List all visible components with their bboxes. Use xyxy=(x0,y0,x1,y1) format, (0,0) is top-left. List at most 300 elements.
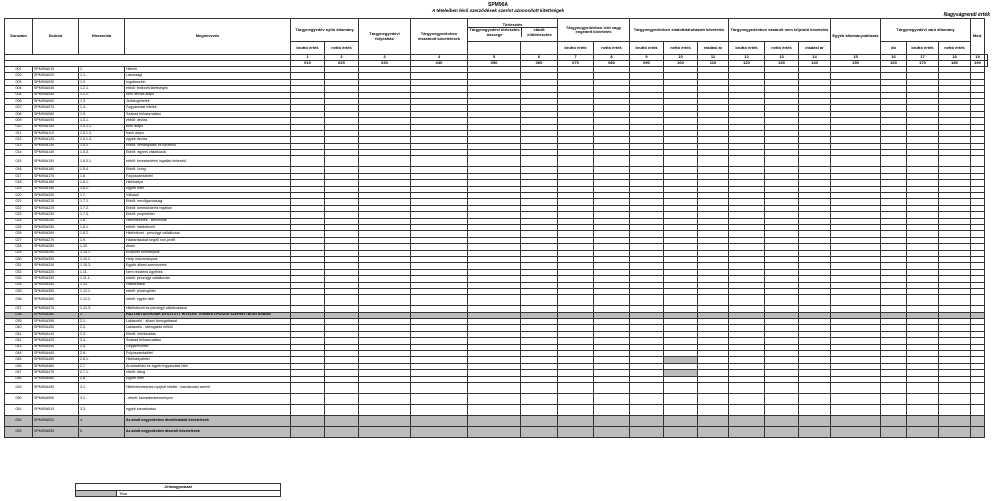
row-code: SPM90A290 xyxy=(33,250,79,256)
data-cell[interactable] xyxy=(325,404,359,415)
data-cell[interactable] xyxy=(630,156,664,167)
row-code: SPM90A160 xyxy=(33,167,79,173)
col-number: 11 xyxy=(698,55,729,61)
data-cell[interactable] xyxy=(359,393,411,404)
row-serial: 017 xyxy=(5,173,33,179)
col-code-number: 050 xyxy=(468,61,521,67)
row-serial: 020 xyxy=(5,193,33,199)
data-cell[interactable] xyxy=(291,426,325,437)
row-name: Hitelintézetek - Besorolás xyxy=(125,218,291,224)
table-row xyxy=(5,404,988,415)
data-cell[interactable] xyxy=(359,426,411,437)
data-cell[interactable] xyxy=(359,382,411,393)
row-hierarchy: 1.10.1. xyxy=(79,250,125,256)
data-cell[interactable] xyxy=(765,382,799,393)
data-cell[interactable] xyxy=(664,295,698,306)
col-number: 3 xyxy=(359,55,411,61)
data-cell[interactable] xyxy=(468,415,521,426)
row-code: SPM90A480 xyxy=(33,376,79,382)
row-serial: 026 xyxy=(5,231,33,237)
row-name: Hitelintézet - pénzügyi vállalkozás xyxy=(125,231,291,237)
data-cell[interactable] xyxy=(291,295,325,306)
data-cell[interactable] xyxy=(468,404,521,415)
row-hierarchy: 1.8.1. xyxy=(79,224,125,230)
row-code: SPM90A270 xyxy=(33,237,79,243)
data-cell[interactable] xyxy=(359,156,411,167)
col-hierarchy: Hierarchia xyxy=(79,19,125,55)
row-name: Szabad felhasználású xyxy=(125,338,291,344)
row-name: ebből: lízing xyxy=(125,370,291,376)
data-cell[interactable] xyxy=(939,295,971,306)
data-cell[interactable] xyxy=(594,295,630,306)
row-serial: 048 xyxy=(5,376,33,382)
sub-net: nettó érték xyxy=(664,42,698,55)
row-hierarchy: 1.5.1.2. xyxy=(79,130,125,136)
row-hierarchy: 1.3. xyxy=(79,98,125,104)
row-name: Ebből: egyéni vállalkozók xyxy=(125,150,291,156)
col-number: 1 xyxy=(291,55,325,61)
data-cell[interactable] xyxy=(698,404,729,415)
data-cell[interactable] xyxy=(939,426,971,437)
data-cell[interactable] xyxy=(521,404,558,415)
row-hierarchy: 1.10.2. xyxy=(79,256,125,262)
data-cell[interactable] xyxy=(594,426,630,437)
data-cell[interactable] xyxy=(881,156,907,167)
data-cell[interactable] xyxy=(411,426,468,437)
row-serial: 033 xyxy=(5,276,33,282)
row-serial: 003 xyxy=(5,79,33,85)
data-cell[interactable] xyxy=(411,415,468,426)
row-hierarchy: 1.11. xyxy=(79,269,125,275)
data-cell[interactable] xyxy=(664,404,698,415)
col-number: 13 xyxy=(765,55,799,61)
data-cell[interactable] xyxy=(521,156,558,167)
data-cell[interactable] xyxy=(325,382,359,393)
col-number: 15 xyxy=(831,55,881,61)
row-hierarchy: 4. xyxy=(79,415,125,426)
sub-blank xyxy=(521,42,558,55)
data-cell[interactable] xyxy=(521,393,558,404)
data-cell[interactable] xyxy=(729,404,765,415)
row-hierarchy: 3.1. xyxy=(79,382,125,393)
data-cell[interactable] xyxy=(594,415,630,426)
data-cell[interactable] xyxy=(630,382,664,393)
col-g4b: ebből: előtörlesztés xyxy=(527,27,552,37)
row-serial: 038 xyxy=(5,312,33,318)
row-hierarchy: 2.6. xyxy=(79,351,125,357)
data-cell[interactable] xyxy=(831,156,881,167)
data-cell[interactable] xyxy=(698,382,729,393)
data-cell[interactable] xyxy=(971,426,985,437)
row-serial: 030 xyxy=(5,256,33,262)
legend xyxy=(75,483,281,497)
row-name: euró alapú xyxy=(125,124,291,130)
report-title: SPM90A xyxy=(487,2,508,8)
sub-gross: bruttó érték xyxy=(291,42,325,55)
row-name: Fogyasztási hitelek xyxy=(125,105,291,111)
data-cell[interactable] xyxy=(765,156,799,167)
col-number: 7 xyxy=(558,55,594,61)
data-cell[interactable] xyxy=(630,393,664,404)
row-hierarchy: 1.2.1. xyxy=(79,86,125,92)
row-name: ebből: hitelintézeti xyxy=(125,224,291,230)
col-number: 2 xyxy=(325,55,359,61)
data-cell[interactable] xyxy=(831,295,881,306)
data-cell[interactable] xyxy=(765,393,799,404)
row-name: Hitelintézeteknek nyújtott hitelek - kamatozási szerint xyxy=(125,382,291,393)
row-name: Gépjárműhitel xyxy=(125,344,291,350)
row-hierarchy: 1.1. xyxy=(79,73,125,79)
row-serial: 040 xyxy=(5,325,33,331)
data-cell[interactable] xyxy=(939,415,971,426)
data-cell[interactable] xyxy=(558,415,594,426)
col-g4-top: Törlesztés xyxy=(468,23,557,28)
data-cell[interactable] xyxy=(325,426,359,437)
row-code: SPM90A340 xyxy=(33,282,79,288)
data-cell[interactable] xyxy=(765,415,799,426)
col-mod-spacer xyxy=(985,61,988,67)
row-serial: 042 xyxy=(5,338,33,344)
row-serial: 019 xyxy=(5,186,33,192)
data-cell[interactable] xyxy=(971,156,985,167)
data-cell[interactable] xyxy=(359,415,411,426)
row-hierarchy: 1.7.2. xyxy=(79,205,125,211)
row-serial: 041 xyxy=(5,331,33,337)
data-cell[interactable] xyxy=(698,295,729,306)
data-cell[interactable] xyxy=(907,156,939,167)
legend-swatch xyxy=(76,490,117,497)
row-name: Lakáscélú - támogatás nélkül xyxy=(125,325,291,331)
data-cell[interactable] xyxy=(799,415,831,426)
row-hierarchy: 2.7.1. xyxy=(79,370,125,376)
data-cell[interactable] xyxy=(939,156,971,167)
data-cell[interactable] xyxy=(881,415,907,426)
row-code: SPM90A300 xyxy=(33,256,79,262)
table-row xyxy=(5,415,988,426)
legend-title: Jelmagyarázat xyxy=(76,484,281,491)
data-cell[interactable] xyxy=(325,156,359,167)
col-g7: Tárgynegyedévben vásárolt nem teljesítő követelés xyxy=(729,19,831,42)
data-cell[interactable] xyxy=(971,415,985,426)
row-code: SPM90A530 xyxy=(33,426,79,437)
data-cell[interactable] xyxy=(907,382,939,393)
row-serial: 036 xyxy=(5,295,33,306)
row-code: SPM90A120 xyxy=(33,137,79,143)
data-cell[interactable] xyxy=(558,404,594,415)
data-cell[interactable] xyxy=(558,295,594,306)
data-cell[interactable] xyxy=(939,382,971,393)
col-number: 4 xyxy=(411,55,468,61)
row-serial: 037 xyxy=(5,306,33,312)
row-serial: 015 xyxy=(5,156,33,167)
data-cell[interactable] xyxy=(881,295,907,306)
data-cell[interactable] xyxy=(799,382,831,393)
data-cell[interactable] xyxy=(630,295,664,306)
data-cell[interactable] xyxy=(468,393,521,404)
row-hierarchy: 1.5.4. xyxy=(79,167,125,173)
row-hierarchy: 1.12.3. xyxy=(79,306,125,312)
row-hierarchy: 1.7.1. xyxy=(79,199,125,205)
unit-label: Nagyságrendi érték xyxy=(943,12,990,18)
col-code-number: 170 xyxy=(907,61,939,67)
data-cell[interactable] xyxy=(325,393,359,404)
sub-sale: eladási ár xyxy=(698,42,729,55)
data-cell[interactable] xyxy=(831,393,881,404)
row-name: Az adott negyedévben átsorolt követelések xyxy=(125,426,291,437)
row-hierarchy: 1.10. xyxy=(79,244,125,250)
data-cell[interactable] xyxy=(630,415,664,426)
table-row xyxy=(5,156,988,167)
row-name: Helyi önkormányzat xyxy=(125,256,291,262)
row-name: Hitelek xyxy=(125,67,291,73)
row-hierarchy: 1.12.1. xyxy=(79,288,125,294)
row-serial: 044 xyxy=(5,351,33,357)
data-cell[interactable] xyxy=(411,382,468,393)
row-name: Egyéb hitel xyxy=(125,376,291,382)
sub-gross: bruttó érték xyxy=(729,42,765,55)
row-hierarchy: 1.8.2. xyxy=(79,231,125,237)
data-cell[interactable] xyxy=(799,393,831,404)
data-cell[interactable] xyxy=(831,382,881,393)
row-name: Áruvásárlási és egyéb fogyasztási hitel xyxy=(125,363,291,369)
data-cell[interactable] xyxy=(630,404,664,415)
data-cell[interactable] xyxy=(359,295,411,306)
data-cell[interactable] xyxy=(971,404,985,415)
data-cell[interactable] xyxy=(729,295,765,306)
row-hierarchy: 2.6.1. xyxy=(79,357,125,363)
table-row xyxy=(5,382,988,393)
data-cell[interactable] xyxy=(881,393,907,404)
data-cell[interactable] xyxy=(325,415,359,426)
row-name: Háztartások xyxy=(125,282,291,288)
data-cell[interactable] xyxy=(594,382,630,393)
data-cell[interactable] xyxy=(411,404,468,415)
data-cell[interactable] xyxy=(799,404,831,415)
data-cell[interactable] xyxy=(971,393,985,404)
data-cell[interactable] xyxy=(907,295,939,306)
data-cell[interactable] xyxy=(881,404,907,415)
row-name: Lakossági xyxy=(125,73,291,79)
data-cell[interactable] xyxy=(765,426,799,437)
data-cell[interactable] xyxy=(594,393,630,404)
row-serial: 007 xyxy=(5,105,33,111)
row-name: Vállalati xyxy=(125,193,291,199)
row-hierarchy: 1.11.1. xyxy=(79,276,125,282)
row-name: egyéb deviza xyxy=(125,137,291,143)
row-hierarchy: 2.8. xyxy=(79,376,125,382)
row-name: Hitelintézeti és pénzügyi vállalkozások xyxy=(125,306,291,312)
row-code: SPM90A050 xyxy=(33,92,79,98)
row-serial: 016 xyxy=(5,167,33,173)
data-cell[interactable] xyxy=(521,382,558,393)
data-cell[interactable] xyxy=(558,393,594,404)
table-row xyxy=(5,295,988,306)
row-serial: 046 xyxy=(5,363,33,369)
data-cell[interactable] xyxy=(291,393,325,404)
data-cell[interactable] xyxy=(359,404,411,415)
row-hierarchy: 1.7. xyxy=(79,193,125,199)
row-code: SPM90A400 xyxy=(33,325,79,331)
row-serial: 027 xyxy=(5,237,33,243)
row-code: SPM90A220 xyxy=(33,205,79,211)
row-name: ebből: deviza xyxy=(125,118,291,124)
col-name: Megnevezés xyxy=(125,19,291,55)
row-serial: 012 xyxy=(5,137,33,143)
col-code-number: 120 xyxy=(729,61,765,67)
row-name: Jelzáloghitelek xyxy=(125,98,291,104)
row-code: SPM90A390 xyxy=(33,319,79,325)
col-number: 5 xyxy=(468,55,521,61)
row-code: SPM90A110 xyxy=(33,130,79,136)
data-cell[interactable] xyxy=(698,156,729,167)
col-number: 18 xyxy=(939,55,971,61)
data-cell[interactable] xyxy=(881,426,907,437)
row-code: SPM90A230 xyxy=(33,212,79,218)
data-cell[interactable] xyxy=(907,404,939,415)
data-cell[interactable] xyxy=(729,393,765,404)
row-serial: 029 xyxy=(5,250,33,256)
row-name: Egyéb állami szervezetek xyxy=(125,263,291,269)
row-name: Szabad felhasználású xyxy=(125,111,291,117)
row-name: Állam xyxy=(125,244,291,250)
sub-net: nettó érték xyxy=(325,42,359,55)
data-cell[interactable] xyxy=(468,426,521,437)
row-name: Ebből: vendéglátás és turizmus xyxy=(125,143,291,149)
table-row xyxy=(5,393,988,404)
data-cell[interactable] xyxy=(411,295,468,306)
sub-blank xyxy=(468,42,521,55)
data-cell[interactable] xyxy=(831,415,881,426)
data-cell[interactable] xyxy=(664,393,698,404)
data-cell[interactable] xyxy=(831,404,881,415)
data-cell[interactable] xyxy=(729,382,765,393)
data-cell[interactable] xyxy=(907,415,939,426)
row-serial: 011 xyxy=(5,130,33,136)
row-code: SPM90A070 xyxy=(33,105,79,111)
data-cell[interactable] xyxy=(521,426,558,437)
data-cell[interactable] xyxy=(664,426,698,437)
row-code: SPM90A010 xyxy=(33,67,79,73)
row-hierarchy: 2.2. xyxy=(79,325,125,331)
row-hierarchy: 1. xyxy=(79,67,125,73)
data-cell[interactable] xyxy=(729,156,765,167)
col-g6: Tárgynegyedévben eladott/átruházott követelés xyxy=(630,19,729,42)
row-name: egyéb kamatozású xyxy=(125,404,291,415)
col-code-number: 190 xyxy=(971,61,985,67)
row-serial: 002 xyxy=(5,73,33,79)
row-code: SPM90A080 xyxy=(33,111,79,117)
col-g10: Mód. xyxy=(971,19,985,55)
row-name: Ebből: projekthitel xyxy=(125,212,291,218)
data-cell[interactable] xyxy=(799,426,831,437)
sub-sale: eladási ár xyxy=(799,42,831,55)
data-cell[interactable] xyxy=(698,415,729,426)
row-name: HÁZTARTÁSOKNAK NYÚJTOTT HITELEK TERMÉKTÍPUSOK SZERINTI BONTÁSBAN xyxy=(125,312,291,318)
data-cell[interactable] xyxy=(291,415,325,426)
row-name: Folyószámlahitel xyxy=(125,173,291,179)
row-code: SPM90A250 xyxy=(33,224,79,230)
data-cell[interactable] xyxy=(630,426,664,437)
row-code: SPM90A410 xyxy=(33,331,79,337)
row-serial: 034 xyxy=(5,282,33,288)
data-cell[interactable] xyxy=(468,156,521,167)
col-g9: Tárgynegyedévi záró állomány xyxy=(881,19,971,42)
data-cell[interactable] xyxy=(468,295,521,306)
data-cell[interactable] xyxy=(907,393,939,404)
data-cell[interactable] xyxy=(291,404,325,415)
row-hierarchy: 1.5.3. xyxy=(79,150,125,156)
row-code: SPM90A040 xyxy=(33,86,79,92)
data-cell[interactable] xyxy=(468,382,521,393)
data-cell[interactable] xyxy=(558,156,594,167)
data-cell[interactable] xyxy=(664,382,698,393)
data-cell[interactable] xyxy=(521,415,558,426)
data-cell[interactable] xyxy=(799,295,831,306)
row-hierarchy: 1.9. xyxy=(79,237,125,243)
data-cell[interactable] xyxy=(664,156,698,167)
data-cell[interactable] xyxy=(521,295,558,306)
row-hierarchy: 1.2.2. xyxy=(79,92,125,98)
data-cell[interactable] xyxy=(971,295,985,306)
row-serial: 018 xyxy=(5,180,33,186)
col-code-number: 100 xyxy=(664,61,698,67)
data-cell[interactable] xyxy=(831,426,881,437)
data-cell[interactable] xyxy=(411,393,468,404)
data-cell[interactable] xyxy=(291,382,325,393)
data-cell[interactable] xyxy=(664,415,698,426)
row-code: SPM90A320 xyxy=(33,269,79,275)
row-code: SPM90A130 xyxy=(33,143,79,149)
row-hierarchy: 2.7. xyxy=(79,363,125,369)
row-serial: 028 xyxy=(5,244,33,250)
data-cell[interactable] xyxy=(799,156,831,167)
data-cell[interactable] xyxy=(325,295,359,306)
data-cell[interactable] xyxy=(729,415,765,426)
row-hierarchy: 1.7.3. xyxy=(79,212,125,218)
data-cell[interactable] xyxy=(291,156,325,167)
table-row xyxy=(5,426,988,437)
data-cell[interactable] xyxy=(558,382,594,393)
data-cell[interactable] xyxy=(594,156,630,167)
col-code-number: 090 xyxy=(630,61,664,67)
row-hierarchy: 2.4. xyxy=(79,338,125,344)
data-cell[interactable] xyxy=(765,404,799,415)
row-code: SPM90A350 xyxy=(33,288,79,294)
row-name: Ebből: hitelkiváltás xyxy=(125,331,291,337)
row-name: - ebből: kamatkedvezményes xyxy=(125,393,291,404)
data-cell[interactable] xyxy=(939,404,971,415)
row-code: SPM90A330 xyxy=(33,276,79,282)
data-cell[interactable] xyxy=(594,404,630,415)
row-name: frank alapú xyxy=(125,130,291,136)
data-cell[interactable] xyxy=(698,426,729,437)
data-cell[interactable] xyxy=(881,382,907,393)
row-code: SPM90A260 xyxy=(33,231,79,237)
report-table xyxy=(4,18,988,438)
row-name: ebből: jelzáloghitel xyxy=(125,288,291,294)
data-cell[interactable] xyxy=(411,156,468,167)
data-cell[interactable] xyxy=(698,393,729,404)
row-code: SPM90A500 xyxy=(33,393,79,404)
data-cell[interactable] xyxy=(971,382,985,393)
row-name: Ingatlancélú xyxy=(125,79,291,85)
data-cell[interactable] xyxy=(558,426,594,437)
data-cell[interactable] xyxy=(765,295,799,306)
data-cell[interactable] xyxy=(939,393,971,404)
data-cell[interactable] xyxy=(907,426,939,437)
data-cell[interactable] xyxy=(729,426,765,437)
row-serial: 052 xyxy=(5,415,33,426)
